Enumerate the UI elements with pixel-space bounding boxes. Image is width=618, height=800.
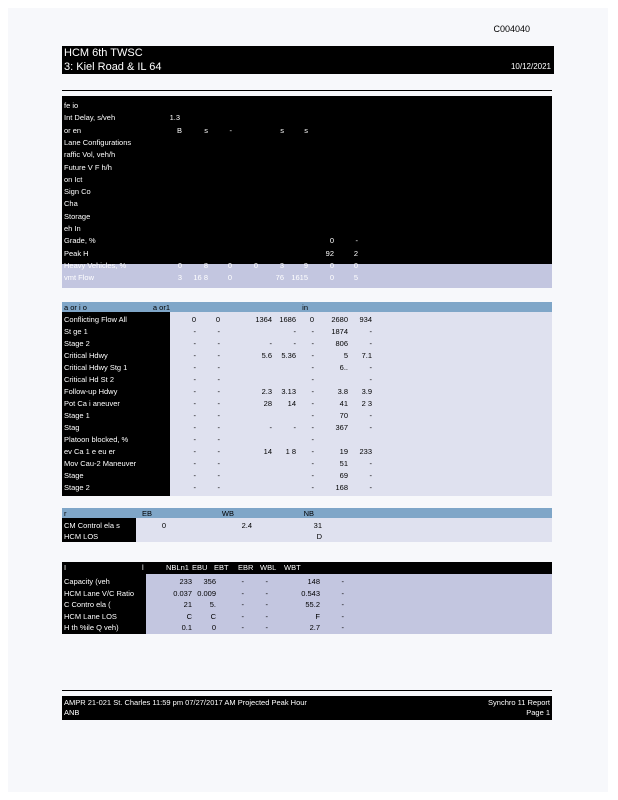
cell-value: -	[369, 471, 372, 480]
cell-value: -	[293, 339, 296, 348]
major-minor-row	[62, 422, 552, 434]
major-minor-table	[62, 314, 552, 498]
cell-value: 3	[279, 260, 284, 270]
cell-value: 3.13	[281, 387, 296, 396]
cell-value: s	[304, 125, 308, 135]
row-label: Stage 2	[64, 483, 90, 492]
intersection-row	[62, 100, 552, 112]
row-label: eh In	[64, 224, 81, 233]
row-label: fe io	[64, 101, 79, 110]
cell-value: -	[193, 351, 196, 360]
row-label: Future V F h/h	[64, 162, 112, 172]
major-minor-row	[62, 482, 552, 494]
row-label: Capacity (veh	[64, 577, 110, 586]
footer-initials: ANB	[64, 708, 80, 717]
cell-value: C	[210, 611, 216, 621]
major-minor-row	[62, 326, 552, 338]
cell-value: 1 8	[285, 447, 296, 456]
row-label: C Contro ela (	[64, 600, 111, 609]
cell-value: 41	[339, 399, 348, 408]
cell-value: -	[193, 375, 196, 384]
cell-value: -	[311, 411, 314, 420]
cell-value: 1.3	[169, 113, 180, 123]
cell-value: -	[193, 423, 196, 432]
major-minor-row	[62, 362, 552, 374]
row-label: vmt Flow	[64, 273, 94, 283]
cell-value: -	[341, 611, 344, 621]
cell-value: -	[193, 339, 196, 348]
cell-value: 70	[339, 411, 348, 420]
lane-header-cell: I	[64, 563, 67, 572]
divider	[62, 90, 552, 91]
cell-value: 3.8	[337, 387, 348, 396]
header-nb: NB	[303, 509, 314, 518]
cell-value: -	[369, 423, 372, 432]
row-label: HCM Lane LOS	[64, 611, 117, 621]
cell-value: -	[193, 483, 196, 492]
header-eb: EB	[141, 509, 152, 518]
row-label: Critical Hd St 2	[64, 375, 115, 384]
cell-value: -	[355, 236, 358, 246]
report-title: HCM 6th TWSC	[62, 46, 554, 60]
cell-value: -	[311, 387, 314, 396]
major-minor-row	[62, 434, 552, 446]
cell-value: -	[311, 447, 314, 456]
cell-value: 3 5	[159, 399, 170, 408]
footer-project: AMPR 21-021 St. Charles 11:59 pm 07/27/2017 AM Projected Peak Hour	[64, 698, 307, 707]
intersection-row	[62, 112, 552, 124]
cell-value: 233	[359, 447, 372, 456]
cell-value: 14	[287, 399, 296, 408]
cell-value: 1679	[153, 315, 170, 324]
cell-value: 3	[177, 273, 182, 283]
cell-value: -	[241, 577, 244, 586]
cell-value: 5.	[209, 600, 216, 609]
cell-value: 7.1	[361, 351, 372, 360]
cell-value: -	[311, 459, 314, 468]
cell-value: 0.037	[173, 588, 192, 598]
intersection-name: 3: Kiel Road & IL 64	[64, 61, 162, 73]
cell-value: 2 3	[361, 399, 372, 408]
cell-value: 2.3	[159, 387, 170, 396]
cell-value: 934	[359, 315, 372, 324]
cell-value: F	[315, 611, 320, 621]
major-minor-row	[62, 338, 552, 350]
cell-value: -	[229, 125, 232, 135]
cell-value: 0	[353, 260, 358, 270]
row-label: HCM LOS	[64, 532, 99, 541]
row-label: Grade, %	[64, 236, 96, 246]
cell-value: 1874	[331, 327, 348, 336]
cell-value: 76	[275, 273, 284, 283]
cell-value: -	[193, 447, 196, 456]
intersection-row	[62, 125, 552, 137]
intersection-row	[62, 149, 552, 161]
cell-value: -	[193, 411, 196, 420]
cell-value: -	[369, 459, 372, 468]
cell-value: -	[217, 399, 220, 408]
lane-header-cell: WBT	[284, 563, 301, 572]
row-label: Peak H	[64, 248, 89, 258]
row-label: raffic Vol, veh/h	[64, 150, 116, 160]
cell-value: -	[193, 327, 196, 336]
cell-value: 5.6	[159, 351, 170, 360]
cell-value: -	[217, 423, 220, 432]
lane-header-cell: EBT	[214, 563, 229, 572]
cell-value: 8	[203, 260, 208, 270]
cell-value: -	[369, 483, 372, 492]
cell-value: 28	[263, 399, 272, 408]
cell-value: 0	[191, 315, 196, 324]
cell-value: -	[241, 600, 244, 609]
approach-row	[62, 531, 552, 543]
cell-value: -	[193, 459, 196, 468]
cell-value: -	[269, 339, 272, 348]
cell-value: 5	[353, 273, 358, 283]
row-label: HCM Lane V/C Ratio	[64, 588, 135, 598]
cell-value: -	[293, 423, 296, 432]
cell-value: -	[269, 423, 272, 432]
cell-value: 0	[215, 315, 220, 324]
cell-value: -	[217, 363, 220, 372]
cell-value: 3	[165, 447, 170, 456]
cell-value: 92	[325, 248, 334, 258]
cell-value: s	[204, 125, 208, 135]
cell-value: -	[311, 339, 314, 348]
row-label: Pot Ca i aneuver	[64, 399, 120, 408]
cell-wb: 2.4	[241, 521, 252, 530]
cell-value: 69	[339, 471, 348, 480]
major-minor-row	[62, 386, 552, 398]
cell-value: 21	[183, 600, 192, 609]
lane-row	[62, 588, 552, 600]
footer-software: Synchro 11 Report	[488, 698, 550, 707]
row-label: Int Delay, s/veh	[64, 113, 116, 123]
cell-value: -	[369, 375, 372, 384]
row-label: Heavy Vehicles, %	[64, 260, 127, 270]
row-label: Mov Cau-2 Maneuver	[64, 459, 137, 468]
major-minor-row	[62, 446, 552, 458]
row-label: ev Ca 1 e eu er	[64, 447, 116, 456]
row-label: Sign Co	[64, 187, 91, 197]
row-label: Stage 1	[64, 411, 90, 420]
cell-value: 1615	[291, 273, 308, 283]
row-label: H th %ile Q veh)	[64, 623, 119, 632]
header-major1: a or1	[152, 303, 170, 312]
row-label: Critical Hdwy	[64, 351, 108, 360]
major-minor-row	[62, 398, 552, 410]
cell-value: -	[217, 387, 220, 396]
row-label: St ge 1	[64, 327, 88, 336]
cell-value: 0	[211, 623, 216, 632]
cell-value: -	[369, 411, 372, 420]
cell-value: -	[217, 351, 220, 360]
header-label: r	[64, 509, 67, 518]
cell-value: 5.36	[281, 351, 296, 360]
cell-value: 2	[353, 248, 358, 258]
lane-header-cell: EBR	[238, 563, 254, 572]
row-label: Cha	[64, 199, 78, 209]
cell-value: 148	[307, 577, 320, 586]
lane-header-cell: NBLn1	[166, 563, 189, 572]
lane-table	[62, 576, 552, 636]
cell-value: 14	[263, 447, 272, 456]
cell-value: 5	[343, 351, 348, 360]
cell-value: 2.3	[261, 387, 272, 396]
cell-value: 0	[309, 315, 314, 324]
lane-row	[62, 622, 552, 634]
cell-value: -	[241, 611, 244, 621]
cell-value: 0	[227, 260, 232, 270]
intersection-row	[62, 137, 552, 149]
cell-value: 0	[329, 260, 334, 270]
cell-value: -	[311, 399, 314, 408]
cell-value: -	[311, 375, 314, 384]
cell-value: 9	[303, 260, 308, 270]
lane-header	[62, 562, 552, 574]
cell-value: -	[341, 600, 344, 609]
intersection-row	[62, 174, 552, 186]
cell-value: -	[241, 623, 244, 632]
cell-value: -	[193, 363, 196, 372]
cell-value: -	[311, 435, 314, 444]
cell-value: -	[265, 588, 268, 598]
lane-header-cell: EBU	[192, 563, 208, 572]
cell-value: 0.1	[181, 623, 192, 632]
cell-value: -	[311, 423, 314, 432]
cell-value: -	[311, 327, 314, 336]
cell-value: -	[217, 339, 220, 348]
major-minor-row	[62, 350, 552, 362]
cell-value: 1364	[255, 315, 272, 324]
row-label: CM Control ela s	[64, 521, 120, 530]
cell-value: -	[217, 447, 220, 456]
cell-value: -	[265, 577, 268, 586]
cell-value: 0.543	[301, 588, 320, 598]
cell-value: 0.009	[197, 588, 216, 598]
row-label: Lane Configurations	[64, 137, 132, 147]
cell-value: 0	[329, 273, 334, 283]
intersection-row	[62, 260, 552, 272]
approach-table	[62, 520, 552, 544]
cell-value: 19	[339, 447, 348, 456]
cell-value: 806	[335, 339, 348, 348]
cell-value: -	[217, 411, 220, 420]
row-label: Platoon blocked, %	[64, 435, 129, 444]
cell-value: C	[186, 611, 192, 621]
intersection-row	[62, 272, 552, 284]
lane-row	[62, 599, 552, 611]
cell-value: 168	[335, 483, 348, 492]
intersection-row	[62, 198, 552, 210]
cell-value: -	[341, 623, 344, 632]
cell-value: -	[265, 611, 268, 621]
cell-value: -	[265, 600, 268, 609]
cell-value: -	[265, 623, 268, 632]
row-label: Storage	[64, 211, 91, 221]
major-minor-row	[62, 374, 552, 386]
cell-value: 356	[203, 577, 216, 586]
row-label: Stage 2	[64, 339, 90, 348]
cell-value: -	[341, 588, 344, 598]
lane-row	[62, 576, 552, 588]
footer-divider	[62, 690, 552, 691]
cell-value: 1686	[279, 315, 296, 324]
cell-value: -	[369, 339, 372, 348]
row-label: Conflicting Flow All	[64, 315, 127, 324]
cell-value: -	[341, 577, 344, 586]
footer-page: Page 1	[526, 708, 550, 717]
header-wb: WB	[221, 509, 234, 518]
intersection-table	[62, 100, 552, 290]
cell-value: 2.7	[309, 623, 320, 632]
cell-value: 16 8	[193, 273, 208, 283]
cell-value: B	[176, 125, 182, 135]
cell-value: s	[280, 125, 284, 135]
cell-value: 0	[227, 273, 232, 283]
report-footer	[62, 696, 552, 720]
cell-value: 0	[253, 260, 258, 270]
cell-value: -	[311, 363, 314, 372]
cell-value: -	[293, 327, 296, 336]
cell-value: -	[311, 483, 314, 492]
header-label: a or i o	[64, 303, 87, 312]
cell-value: -	[369, 363, 372, 372]
row-label: Stage	[64, 471, 84, 480]
intersection-row	[62, 248, 552, 260]
intersection-row	[62, 211, 552, 223]
major-minor-row	[62, 314, 552, 326]
major-minor-row	[62, 458, 552, 470]
cell-value: -	[217, 483, 220, 492]
cell-value: -	[193, 471, 196, 480]
cell-value: -	[311, 471, 314, 480]
major-minor-row	[62, 470, 552, 482]
cell-value: -	[241, 588, 244, 598]
cell-value: -	[311, 351, 314, 360]
cell-value: 2680	[331, 315, 348, 324]
cell-nb: 31	[313, 521, 322, 530]
report-location-bar	[62, 60, 554, 74]
row-label: Follow-up Hdwy	[64, 387, 118, 396]
cell-value: 3.9	[361, 387, 372, 396]
cell-value: 51	[339, 459, 348, 468]
row-label: Stag	[64, 423, 80, 432]
row-label: on Ict	[64, 174, 83, 184]
intersection-row	[62, 162, 552, 174]
cell-value: -	[217, 327, 220, 336]
row-label: Critical Hdwy Stg 1	[64, 363, 128, 372]
cell-value: 55.2	[305, 600, 320, 609]
header-minor: in	[302, 303, 308, 312]
cell-value: -	[193, 435, 196, 444]
cell-value: -	[369, 327, 372, 336]
lane-row	[62, 611, 552, 623]
cell-value: 0	[329, 236, 334, 246]
major-minor-row	[62, 410, 552, 422]
cell-nb: D	[316, 532, 322, 541]
lane-header-cell: l	[142, 563, 144, 572]
intersection-row	[62, 223, 552, 235]
cell-value: -	[193, 387, 196, 396]
cell-value: 0	[177, 260, 182, 270]
cell-value: -	[217, 435, 220, 444]
cell-value: -	[217, 459, 220, 468]
report-date: 10/12/2021	[510, 62, 551, 71]
cell-value: 6..	[339, 363, 348, 372]
document-id: C004040	[493, 24, 530, 34]
cell-eb: 0	[161, 521, 166, 530]
lane-header-cell: WBL	[260, 563, 277, 572]
cell-value: -	[217, 471, 220, 480]
cell-value: -	[193, 399, 196, 408]
intersection-row	[62, 235, 552, 247]
cell-value: 233	[179, 577, 192, 586]
cell-value: 367	[335, 423, 348, 432]
cell-value: 5.6	[261, 351, 272, 360]
cell-value: -	[217, 375, 220, 384]
row-label: or en	[64, 125, 82, 135]
intersection-row	[62, 186, 552, 198]
